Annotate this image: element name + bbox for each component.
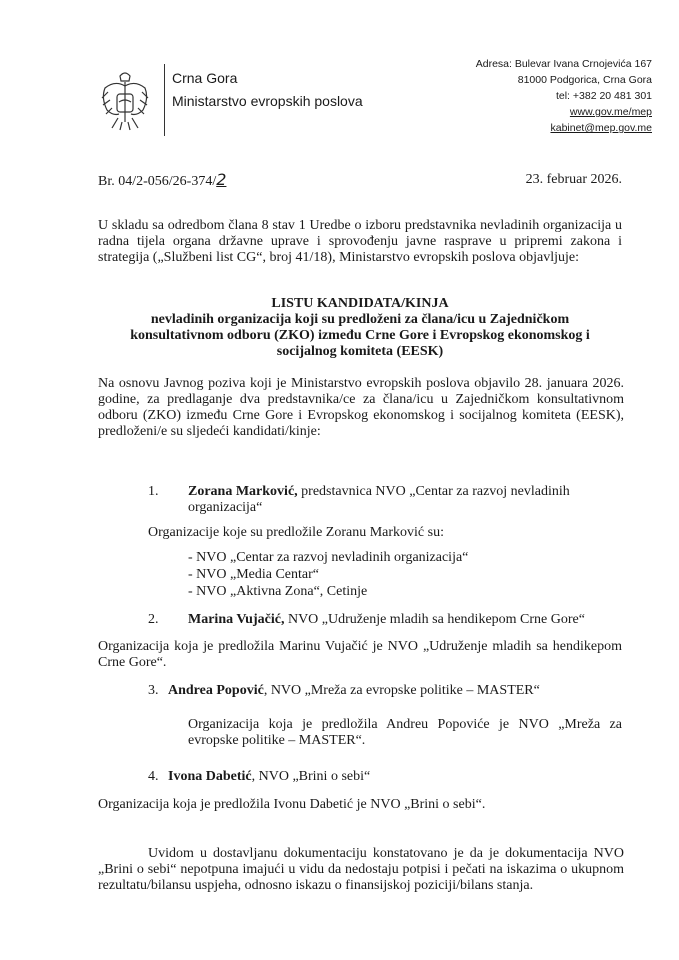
proposer-item: - NVO „Centar za razvoj nevladinih organizacija“ [188,550,469,565]
phone: tel: +382 20 481 301 [555,90,652,102]
candidate-number: 1. [148,484,159,499]
candidate-name: Marina Vujačić, [188,612,285,627]
candidate-org-continued: organizacija“ [188,500,263,515]
candidate-org: NVO „Udruženje mladih sa hendikepom Crne Gore“ [284,612,585,627]
proposer-item: - NVO „Aktivna Zona“, Cetinje [188,584,368,599]
website-link[interactable]: www.gov.me/mep [569,106,652,118]
candidate-org: , NVO „Mreža za evropske politike – MASTER“ [263,683,540,698]
address-line: 81000 Podgorica, Crna Gora [517,74,652,86]
candidate-name: Zorana Marković, [188,484,298,499]
intro-paragraph: U skladu sa odredbom člana 8 stav 1 Uredbe o izboru predstavnika nevladinih organizacija u radna tijela organa državne uprave i sprovođenju javne rasprave u pripremi zakona i strategija („Službeni list CG“, broj 41/18), Ministarstvo evropskih poslova objavljuje: [98,218,622,265]
document-heading [90,296,630,360]
heading-line: konsultativnom odboru (ZKO) između Crne Gore i Evropskog ekonomskog i [130,328,590,343]
candidate-org: predstavnica NVO „Centar za razvoj nevladinih [297,484,570,499]
letterhead-divider [164,64,165,136]
document-date: 23. februar 2026. [525,172,622,187]
proposers-intro: Organizacije koje su predložile Zoranu Marković su: [148,525,444,540]
candidate-number: 2. [148,612,159,627]
reference-number-text: Br. 04/2-056/26-374/ [98,174,217,189]
candidate-proposer: Organizacija koja je predložila Andreu Popoviće je NVO „Mreža za evropske politike – MASTER“. [188,717,622,748]
reference-number [98,172,226,190]
candidate-name: Andrea Popović [168,683,264,698]
address-block [476,56,652,136]
address-line: Adresa: Bulevar Ivana Crnojevića 167 [475,58,652,70]
email-link[interactable]: kabinet@mep.gov.me [550,122,652,134]
heading-line: LISTU KANDIDATA/KINJA [271,296,449,311]
basis-paragraph: Na osnovu Javnog poziva koji je Ministarstvo evropskih poslova objavilo 28. januara 2026. godine, za predlaganje dva predstavnika/ce za člana/icu u Zajedničkom konsultativnom odboru (ZKO) između Crne Gore i Evropskog ekonomskog i socijalnog komiteta (EESK), predloženi/e su sljedeći kandidati/kinje: [98,376,624,439]
conclusion-paragraph: Uvidom u dostavljanu dokumentaciju konstatovano je da je dokumentacija NVO „Brini o sebi“ nepotpuna imajući u vidu da nedostaju potpisi i pečati na iskazima o ukupnom rezultatu/bilansu uspjeha, odnosno iskazu o finansijskoj poziciji/bilans stanja. [98,846,624,893]
candidate-4 [168,769,370,785]
candidate-3 [168,683,540,699]
candidate-number: 4. [148,769,159,784]
handwritten-number: 2 [216,170,227,189]
coat-of-arms-icon [98,68,152,134]
candidate-name: Ivona Dabetić [168,769,252,784]
candidate-2 [188,612,585,628]
heading-line: socijalnog komiteta (EESK) [276,344,444,359]
candidate-1 [188,484,622,500]
candidate-proposer: Organizacija koja je predložila Ivonu Dabetić je NVO „Brini o sebi“. [98,797,486,812]
ministry-name: Ministarstvo evropskih poslova [172,93,363,109]
heading-line: nevladinih organizacija koji su predloženi za člana/icu u Zajedničkom [150,312,570,327]
candidate-number: 3. [148,683,159,698]
country-name: Crna Gora [172,70,238,86]
candidate-proposer: Organizacija koja je predložila Marinu Vujačić je NVO „Udruženje mladih sa hendikepom Crne Gore“. [98,639,622,670]
proposer-item: - NVO „Media Centar“ [188,567,320,582]
candidate-org: , NVO „Brini o sebi“ [251,769,371,784]
